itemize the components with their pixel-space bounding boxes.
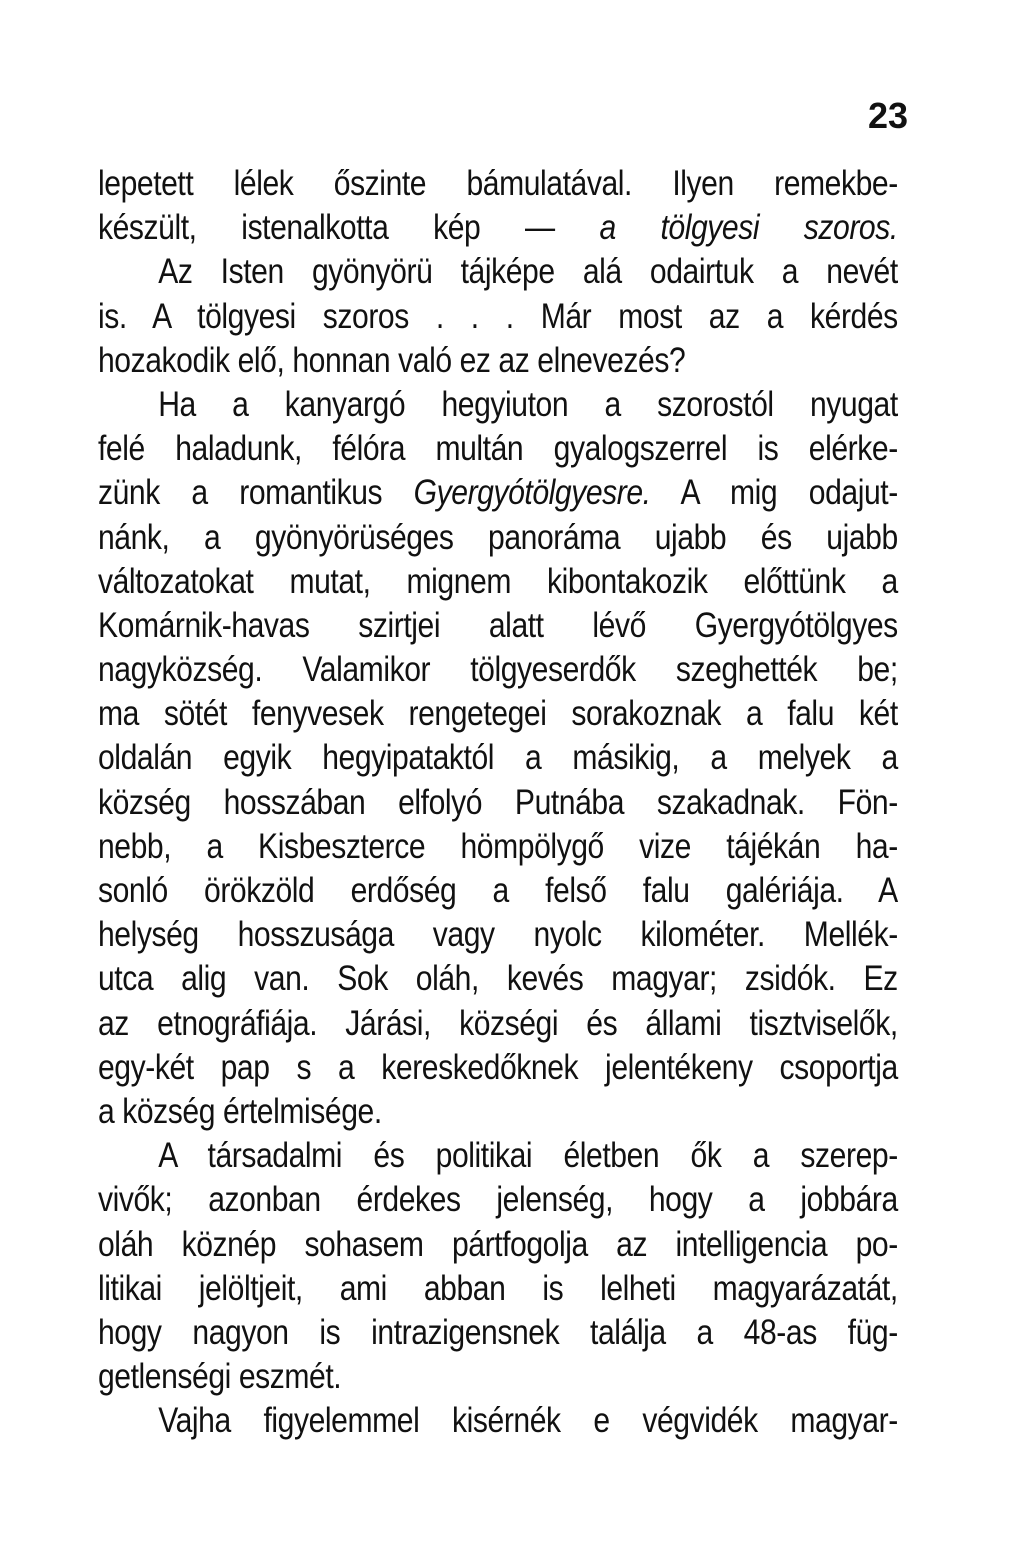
text-line: is. A tölgyesi szoros . . . Már most az a kérdés — [98, 296, 898, 336]
text-line: nagyközség. Valamikor tölgyeserdők szeghették be; — [98, 650, 898, 690]
italic-place-name: Gyergyótölgyesre. — [413, 473, 651, 513]
text-line: hogy nagyon is intrazigensnek találja a 48-as füg- — [98, 1312, 898, 1352]
text-line: változatokat mutat, mignem kibontakozik előttünk a — [98, 561, 898, 601]
text-line — [98, 471, 898, 515]
text-line: vivők; azonban érdekes jelenség, hogy a jobbára — [98, 1180, 898, 1220]
text-line: nebb, a Kisbeszterce hömpölygő vize tájékán ha- — [98, 826, 898, 866]
text-segment: készült, istenalkotta kép — — [98, 208, 600, 248]
text-line: Ha a kanyargó hegyiuton a szorostól nyugat — [158, 384, 898, 424]
text-line: oláh köznép sohasem pártfogolja az intelligencia po- — [98, 1224, 898, 1264]
text-line: az etnográfiája. Járási, községi és állami tisztviselők, — [98, 1003, 898, 1043]
text-line: utca alig van. Sok oláh, kevés magyar; zsidók. Ez — [98, 959, 898, 999]
text-line: felé haladunk, félóra multán gyalogszerrel is elérke- — [98, 429, 898, 469]
text-line: Vajha figyelemmel kisérnék e végvidék magyar- — [158, 1401, 898, 1441]
text-line: lepetett lélek őszinte bámulatával. Ilyen remekbe- — [98, 164, 898, 203]
text-line: A társadalmi és politikai életben ők a szerep- — [158, 1136, 898, 1176]
text-segment: zünk a romantikus — [98, 473, 414, 513]
text-line: község hosszában elfolyó Putnába szakadnak. Fön- — [98, 782, 898, 822]
text-line: hozakodik elő, honnan való ez az elnevezés? — [98, 340, 686, 380]
italic-title: a tölgyesi szoros. — [599, 208, 898, 248]
text-line: getlenségi eszmét. — [98, 1357, 342, 1397]
page-number: 23 — [867, 95, 908, 136]
text-line: Komárnik-havas szirtjei alatt lévő Gyergyótölgyes — [98, 605, 898, 645]
text-line: egy-két pap s a kereskedőknek jelentékeny csoportja — [98, 1047, 898, 1087]
text-line: nánk, a gyönyörüséges panoráma ujabb és ujabb — [98, 517, 898, 557]
body-text — [98, 162, 898, 1443]
text-line: sonló örökzöld erdőség a felső falu galériája. A — [98, 871, 898, 910]
text-line: a község értelmisége. — [98, 1091, 382, 1131]
text-line: litikai jelöltjeit, ami abban is lelheti magyarázatát, — [98, 1268, 898, 1308]
text-line: helység hosszusága vagy nyolc kilométer. Mellék- — [98, 915, 898, 955]
text-line: ma sötét fenyvesek rengetegei sorakoznak a falu két — [98, 694, 898, 734]
text-segment: A mig odajut- — [650, 473, 898, 513]
text-line: Az Isten gyönyörü tájképe alá odairtuk a nevét — [158, 252, 898, 292]
text-line: oldalán egyik hegyipataktól a másikig, a melyek a — [98, 738, 898, 778]
text-line — [98, 206, 898, 250]
